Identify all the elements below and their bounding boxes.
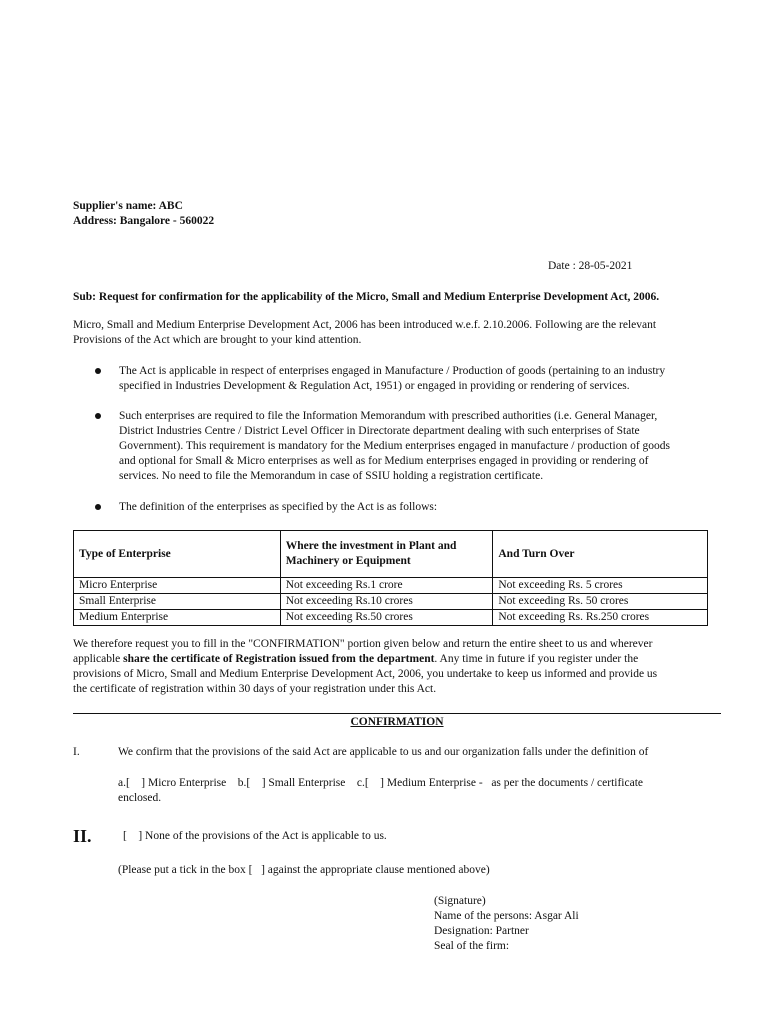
- bullet-dot-icon: [95, 504, 101, 510]
- bullet-2-line-1: Such enterprises are required to file the Information Memorandum with prescribed authorities (i.e. General Manager,: [119, 410, 658, 422]
- bullet-2-line-3: Government). This requirement is mandatory for the Medium enterprises engaged in manufacture / production of goods: [119, 440, 670, 452]
- table-row: [74, 578, 708, 594]
- table-cell: Not exceeding Rs. Rs.250 crores: [493, 610, 708, 626]
- bullet-item-2: [119, 409, 721, 484]
- table-header-investment: Where the investment in Plant and Machinery or Equipment: [280, 531, 493, 578]
- bullet-1-line-2: specified in Industries Development & Regulation Act, 1951) or engaged in providing or rendering of services.: [119, 380, 630, 392]
- request-paragraph: [73, 637, 721, 697]
- table-cell: Not exceeding Rs. 5 crores: [493, 578, 708, 594]
- intro-line-2: Provisions of the Act which are brought to your kind attention.: [73, 334, 362, 346]
- bullet-1-line-1: The Act is applicable in respect of enterprises engaged in Manufacture / Production of goods (pertaining to an industry: [119, 365, 666, 377]
- request-line-2-emphasis: share the certificate of Registration issued from the department: [123, 653, 435, 665]
- item-2-numeral: II.: [73, 826, 92, 846]
- bullet-2-line-4: and optional for Small & Micro enterprises as well as for Medium enterprises engaged in providing or rendering of: [119, 455, 649, 467]
- confirmation-heading: CONFIRMATION: [350, 716, 444, 728]
- request-line-2-prefix: applicable: [73, 653, 124, 665]
- table-row: [74, 610, 708, 626]
- section-divider: [73, 713, 721, 714]
- request-line-1: We therefore request you to fill in the "CONFIRMATION" portion given below and return the entire sheet to us and wherever: [73, 638, 653, 650]
- item-2-text[interactable]: [ ] None of the provisions of the Act is applicable to us.: [123, 830, 387, 842]
- request-line-3: provisions of Micro, Small and Medium Enterprise Development Act, 2006, you undertake to keep us informed and provide us: [73, 668, 658, 680]
- bullet-2-line-2: District Industries Centre / District Level Officer in Directorate department dealing with such enterprises of State: [119, 425, 640, 437]
- table-cell: Not exceeding Rs.50 crores: [280, 610, 493, 626]
- request-line-2-suffix: . Any time in future if you register under the: [434, 653, 639, 665]
- tick-instruction: (Please put a tick in the box [ ] against the appropriate clause mentioned above): [118, 864, 490, 876]
- table-cell: Micro Enterprise: [74, 578, 281, 594]
- subject-line: Sub: Request for confirmation for the applicability of the Micro, Small and Medium Enterprise Development Act, 2006.: [73, 291, 660, 303]
- document-date: Date : 28-05-2021: [548, 260, 633, 272]
- bullet-item-3: [119, 500, 721, 515]
- table-header-row: [74, 531, 708, 578]
- item-1-options[interactable]: a.[ ] Micro Enterprise b.[ ] Small Enterprise c.[ ] Medium Enterprise - as per the documents / certificate: [118, 777, 643, 789]
- supplier-name: Supplier's name: ABC: [73, 200, 183, 212]
- intro-line-1: Micro, Small and Medium Enterprise Development Act, 2006 has been introduced w.e.f. 2.10.2006. Following are the relevant: [73, 319, 657, 331]
- request-line-2: [73, 652, 721, 667]
- request-line-4: the certificate of registration within 30 days of your registration under this Act.: [73, 683, 437, 695]
- item-1-options-continued: enclosed.: [118, 792, 162, 804]
- table-cell: Not exceeding Rs. 50 crores: [493, 594, 708, 610]
- table-cell: Not exceeding Rs.10 crores: [280, 594, 493, 610]
- enterprise-definition-table: [73, 530, 708, 626]
- bullet-2-line-5: services. No need to file the Memorandum in case of SSIU holding a registration certificate.: [119, 470, 544, 482]
- signatory-name: Name of the persons: Asgar Ali: [434, 910, 579, 922]
- bullet-item-1: [119, 364, 721, 394]
- bullet-dot-icon: [95, 368, 101, 374]
- table-cell: Medium Enterprise: [74, 610, 281, 626]
- bullet-3-line-1: The definition of the enterprises as specified by the Act is as follows:: [119, 501, 438, 513]
- table-row: [74, 594, 708, 610]
- signature-label: (Signature): [434, 895, 486, 907]
- supplier-address: Address: Bangalore - 560022: [73, 215, 215, 227]
- signatory-designation: Designation: Partner: [434, 925, 529, 937]
- firm-seal-label: Seal of the firm:: [434, 940, 510, 952]
- item-1-text: We confirm that the provisions of the said Act are applicable to us and our organization falls under the definition of: [118, 746, 649, 758]
- item-1-numeral: I.: [73, 746, 80, 758]
- bullet-dot-icon: [95, 413, 101, 419]
- table-header-type: Type of Enterprise: [74, 531, 281, 578]
- table-cell: Not exceeding Rs.1 crore: [280, 578, 493, 594]
- table-header-turnover: And Turn Over: [493, 531, 708, 578]
- table-cell: Small Enterprise: [74, 594, 281, 610]
